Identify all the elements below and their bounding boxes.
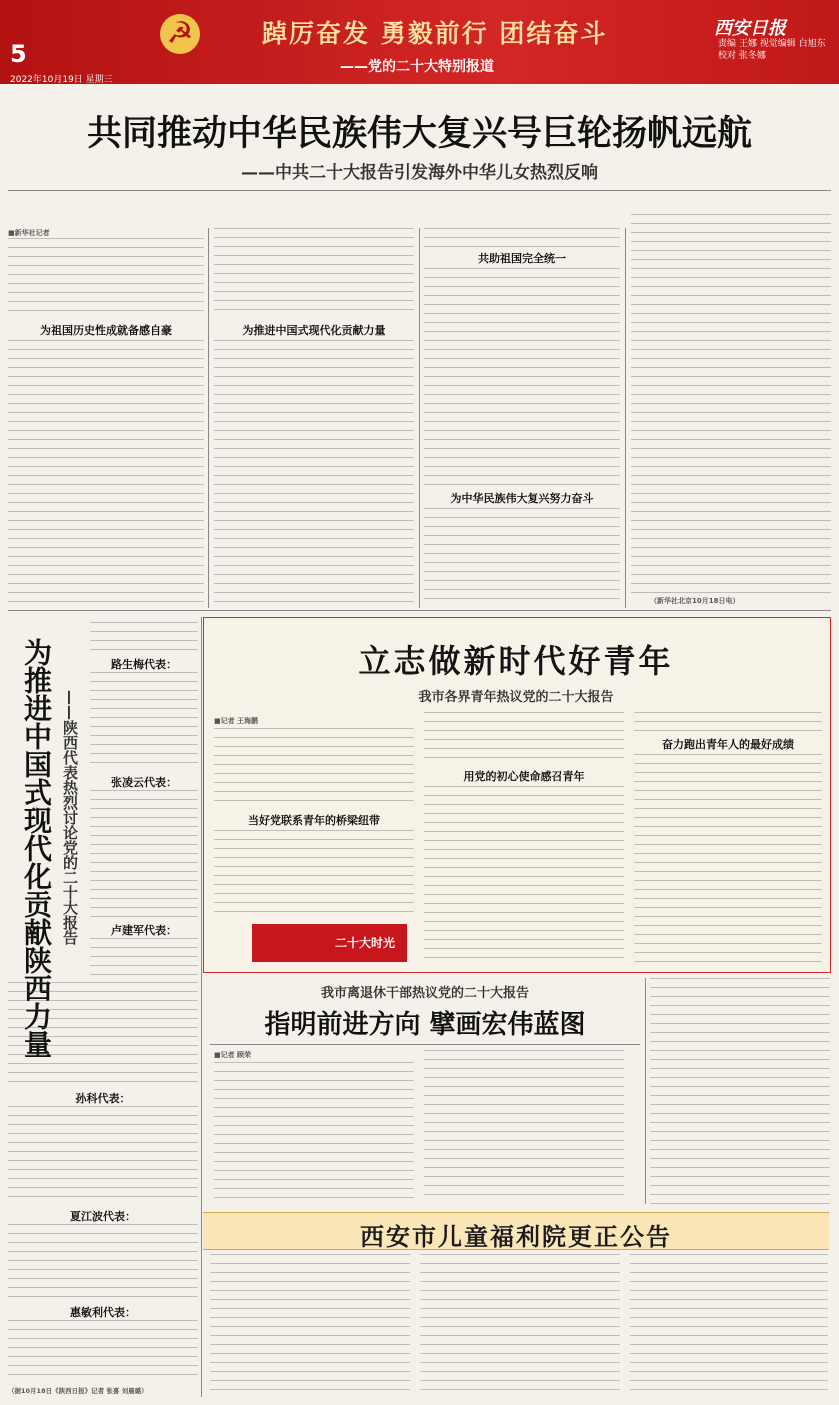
divider (8, 610, 831, 611)
lead-subhead: ——中共二十大报告引发海外中华儿女热烈反响 (241, 163, 598, 183)
article-text-block (424, 786, 624, 964)
article-text-block (214, 728, 414, 808)
deputy-name: 卢建军代表： (111, 924, 177, 937)
section-tag (252, 924, 407, 962)
notice-title: 西安市儿童福利院更正公告 (360, 1223, 672, 1251)
retired-title: 指明前进方向 擘画宏伟蓝图 (264, 1010, 586, 1040)
column-rule (419, 228, 420, 608)
article-text-block (424, 712, 624, 762)
lead-byline: ■新华社记者 (8, 229, 50, 237)
article-text-block (8, 340, 204, 606)
page-number: 5 (10, 40, 27, 68)
article-text-block (90, 672, 198, 770)
article-text-block (634, 712, 822, 732)
article-text-block (634, 754, 822, 964)
section-heading: 奋力跑出青年人的最好成绩 (662, 738, 794, 751)
editors-credit: 责编 王娜 视觉编辑 白旭东 校对 张冬娜 (718, 39, 826, 61)
article-text-block (8, 982, 198, 1086)
notice-text-block (420, 1254, 620, 1394)
article-text-block (631, 214, 831, 594)
retired-byline: ■记者 顾荣 (214, 1051, 252, 1059)
article-text-block (214, 830, 414, 918)
shaanxi-title: 为推进中国式现代化贡献陕西力量 (20, 638, 53, 1058)
deputy-name: 孙科代表： (75, 1092, 131, 1105)
article-text-block (424, 1050, 624, 1202)
column-rule (201, 617, 202, 1397)
section-heading: 为中华民族伟大复兴努力奋斗 (450, 492, 594, 505)
divider (210, 1044, 640, 1045)
section-heading: 为祖国历史性成就备感自豪 (40, 324, 172, 337)
special-report-label: ——党的二十大特别报道 (340, 59, 494, 75)
divider (8, 190, 831, 191)
article-text-block (424, 268, 620, 486)
deputy-name: 夏江波代表： (70, 1210, 136, 1223)
article-text-block (90, 622, 198, 652)
section-heading: 用党的初心使命感召青年 (463, 770, 585, 783)
lead-headline: 共同推动中华民族伟大复兴号巨轮扬帆远航 (86, 114, 752, 154)
lead-end-note: （新华社北京10月18日电） (650, 597, 740, 605)
youth-subtitle: 我市各界青年热议党的二十大报告 (418, 690, 614, 705)
article-text-block (214, 228, 414, 318)
section-heading: 为推进中国式现代化贡献力量 (242, 324, 386, 337)
article-text-block (8, 1224, 198, 1300)
column-rule (645, 978, 646, 1204)
retired-subtitle: 我市离退休干部热议党的二十大报告 (320, 986, 529, 1001)
article-text-block (90, 938, 198, 980)
article-text-block (424, 508, 620, 606)
column-rule (208, 228, 209, 608)
tag-label: 二十大时光 (334, 936, 395, 950)
section-heading: 共助祖国完全统一 (478, 252, 566, 265)
article-text-block (424, 228, 620, 248)
party-emblem-icon: ☭ (160, 14, 200, 54)
deputy-name: 路生梅代表： (111, 658, 177, 671)
article-text-block (90, 790, 198, 920)
shaanxi-end-note: （据10月18日《陕西日报》记者 张喜 刘晨璐） (8, 1387, 148, 1395)
notice-text-block (210, 1254, 410, 1394)
shaanxi-subtitle: ——陕西代表热烈讨论党的二十大报告 (61, 690, 79, 945)
issue-date: 2022年10月19日 星期三 (10, 75, 113, 85)
banner-slogan: 踔厉奋发 勇毅前行 团结奋斗 (262, 19, 608, 48)
deputy-name: 惠敏利代表： (70, 1306, 136, 1319)
section-heading: 当好党联系青年的桥梁纽带 (248, 814, 380, 827)
article-text-block (214, 340, 414, 606)
article-text-block (8, 1106, 198, 1204)
youth-byline: ■记者 王海鹏 (214, 717, 259, 725)
deputy-name: 张凌云代表： (111, 776, 177, 789)
newspaper-logo: 西安日报 (714, 18, 786, 39)
youth-title: 立志做新时代好青年 (358, 642, 674, 680)
article-text-block (214, 1062, 414, 1202)
article-text-block (8, 1320, 198, 1382)
masthead-banner (0, 0, 839, 84)
article-text-block (650, 978, 830, 1204)
notice-text-block (630, 1254, 828, 1394)
article-text-block (8, 238, 204, 318)
column-rule (625, 228, 626, 608)
